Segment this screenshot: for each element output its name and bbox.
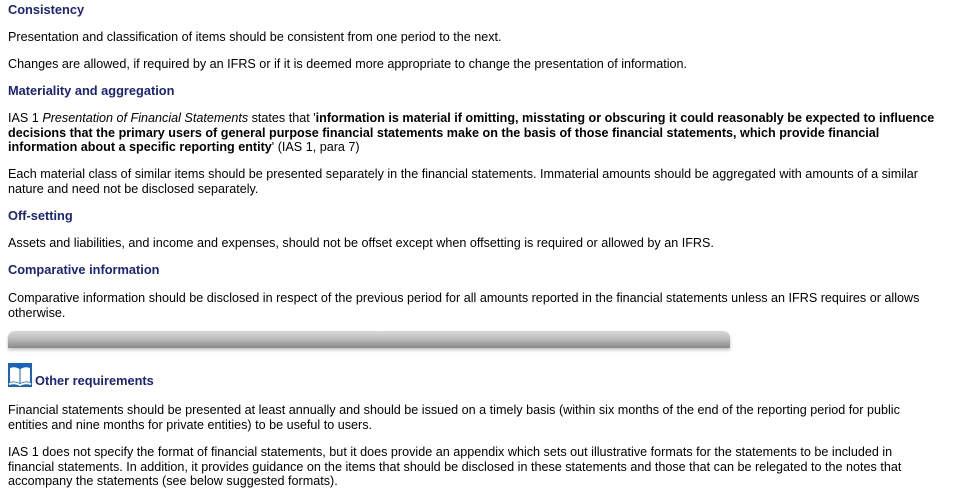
text: states that ' (248, 111, 316, 125)
materiality-para-1 (8, 111, 938, 155)
comparative-para-1 (8, 291, 938, 320)
consistency-para-1 (8, 30, 938, 45)
heading-other: Other requirements (35, 373, 154, 388)
paragraph: Each material class of similar items should be presented separately in the financial statements. Immaterial amounts should be aggregated with amounts of a similar nature and need not be disclosed separately. (8, 167, 918, 196)
heading-consistency: Consistency (8, 2, 85, 17)
paragraph: Financial statements should be presented at least annually and should be issued on a timely basis (within six months of the end of the reporting period for public entities and nine months for private entities) to be useful to users. (8, 403, 900, 432)
materiality-para-2 (8, 167, 938, 196)
section-materiality (8, 83, 938, 98)
paragraph: IAS 1 does not specify the format of financial statements, but it does provide an appendix which sets out illustrative formats for the statements to be included in financial statements. In addition, it provides guidance on the items that should be disclosed in these statements and those that can be relegated to the notes that accompany the statements (see below suggested formats). (8, 445, 902, 488)
book-icon (8, 363, 32, 387)
heading-materiality: Materiality and aggregation (8, 83, 175, 98)
paragraph: Presentation and classification of items should be consistent from one period to the next. (8, 30, 502, 44)
consistency-para-2 (8, 57, 938, 72)
other-para-2 (8, 445, 938, 489)
paragraph (8, 111, 938, 155)
heading-offsetting: Off-setting (8, 208, 73, 223)
italic-title: Presentation of Financial Statements (42, 111, 249, 125)
section-divider-bar (8, 331, 730, 348)
section-other (8, 363, 154, 387)
offsetting-para-1 (8, 236, 938, 251)
text: ' (IAS 1, para 7) (271, 140, 360, 154)
section-comparative (8, 262, 938, 277)
text: IAS 1 (8, 111, 43, 125)
paragraph: Assets and liabilities, and income and expenses, should not be offset except when offsetting is required or allowed by an IFRS. (8, 236, 714, 250)
heading-comparative: Comparative information (8, 262, 160, 277)
other-para-1 (8, 403, 938, 432)
section-offsetting (8, 208, 938, 223)
section-consistency (8, 2, 938, 17)
bold-quote: information is material if omitting, misstating or obscuring it could reasonably be expected to influence decisions that the primary users of general purpose financial statements make on the basis of those financial statements, which provide financial information about a specific reporting entity (8, 111, 935, 154)
paragraph: Comparative information should be disclosed in respect of the previous period for all amounts reported in the financial statements unless an IFRS requires or allows otherwise. (8, 291, 920, 320)
paragraph: Changes are allowed, if required by an IFRS or if it is deemed more appropriate to change the presentation of information. (8, 57, 688, 71)
